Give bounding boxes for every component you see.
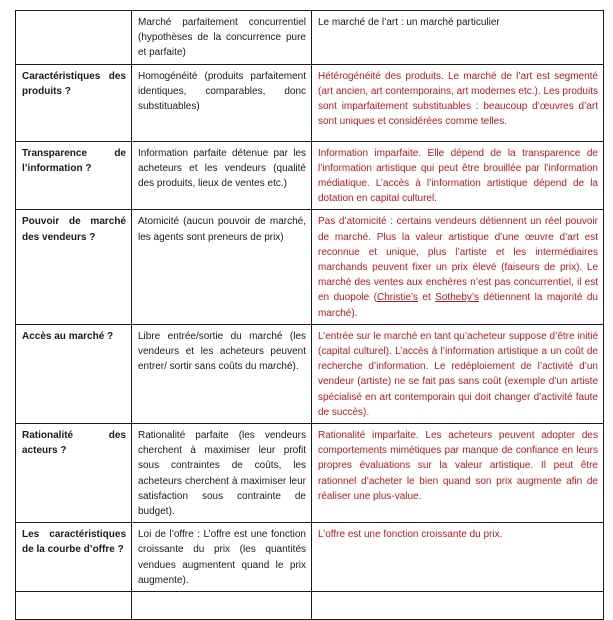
row-label: Caractéristiques des produits ? <box>16 64 132 141</box>
art-market-cell: L’offre est une fonction croissante du prix. <box>312 523 604 592</box>
table-row <box>16 324 604 423</box>
table-row <box>16 210 604 324</box>
perfect-market-cell: Atomicité (aucun pouvoir de marché, les agents sont preneurs de prix) <box>132 210 312 324</box>
art-text: et <box>417 292 436 304</box>
row-label: Les caractéristiques de la courbe d’offre ? <box>16 523 132 592</box>
empty-cell <box>312 592 604 620</box>
perfect-market-cell: Homogénéité (produits parfaitement identiques, comparables, donc substituables) <box>132 64 312 141</box>
art-market-cell: Information imparfaite. Elle dépend de la transparence de l’information artistique qui peut être brouillée par l’information médiatique. L’accès à l’information artistique dépend de la dotation en capital culturel. <box>312 141 604 210</box>
header-empty-cell <box>16 11 132 65</box>
art-market-cell <box>312 210 604 324</box>
row-label: Transparence de l’information ? <box>16 141 132 210</box>
perfect-market-cell: Loi de l’offre : L’offre est une fonction croissante du prix (les quantités vendues augmentent quand le prix augmente). <box>132 523 312 592</box>
art-market-cell: L’entrée sur le marché en tant qu’acheteur suppose d’être initié (capital culturel). L’accès à l’information artistique a un coût de recherche d’information. Le redéploiement de l’activité d’un vendeur (artiste) ne se fait pas sans coût (exemple d’un artiste spécialisé en art contemporain qui doit changer d’activité faute de succès). <box>312 324 604 423</box>
perfect-market-cell: Information parfaite détenue par les acheteurs et les vendeurs (qualité des produits, lieux de ventes etc.) <box>132 141 312 210</box>
perfect-market-cell: Rationalité parfaite (les vendeurs cherchent à maximiser leur profit sous contraintes de coûts, les acheteurs cherchent à maximiser leur satisfaction sous contrainte de budget). <box>132 424 312 523</box>
header-art-market: Le marché de l’art : un marché particulier <box>312 11 604 65</box>
perfect-market-cell: Libre entrée/sortie du marché (les vendeurs et les acheteurs peuvent entrer/ sortir sans coûts du marché). <box>132 324 312 423</box>
header-perfect-market: Marché parfaitement concurrentiel (hypothèses de la concurrence pure et parfaite) <box>132 11 312 65</box>
art-text: Pas d’atomicité : certains vendeurs détiennent un réel pouvoir de marché. Plus la valeur artistique d’une œuvre d’art est reconnue et unique, plus l’artiste et les intermédiaires marchands peuvent fixer un prix élevé (faiseurs de prix). Le marché des ventes aux enchères n’est pas concurrentiel, il est en duopole ( <box>318 216 598 304</box>
row-label: Pouvoir de marché des vendeurs ? <box>16 210 132 324</box>
table-header-row <box>16 11 604 65</box>
art-text: détiennent la majorité du marché). <box>318 292 598 319</box>
empty-cell <box>132 592 312 620</box>
table-row-partial <box>16 592 604 620</box>
art-market-cell: Rationalité imparfaite. Les acheteurs peuvent adopter des comportements mimétiques par manque de confiance en leurs propres évaluations sur la valeur artistique. Il peut être rationnel d’acheter le bien quand son prix augmente afin de réaliser une plus-value. <box>312 424 604 523</box>
empty-cell <box>16 592 132 620</box>
row-label: Accès au marché ? <box>16 324 132 423</box>
table-row <box>16 523 604 592</box>
table-row <box>16 141 604 210</box>
art-market-cell: Hétérogénéité des produits. Le marché de l’art est segmenté (art ancien, art contemporains, art modernes etc.). Les produits sont imparfaitement substituables : beaucoup d’œuvres d’art sont uniques et considérées comme telles. <box>312 64 604 141</box>
table-row <box>16 424 604 523</box>
comparison-table <box>15 10 604 620</box>
row-label: Rationalité des acteurs ? <box>16 424 132 523</box>
sothebys-link[interactable]: Sotheby’s <box>435 292 479 304</box>
christies-link[interactable]: Christie’s <box>376 292 418 304</box>
table-row <box>16 64 604 141</box>
